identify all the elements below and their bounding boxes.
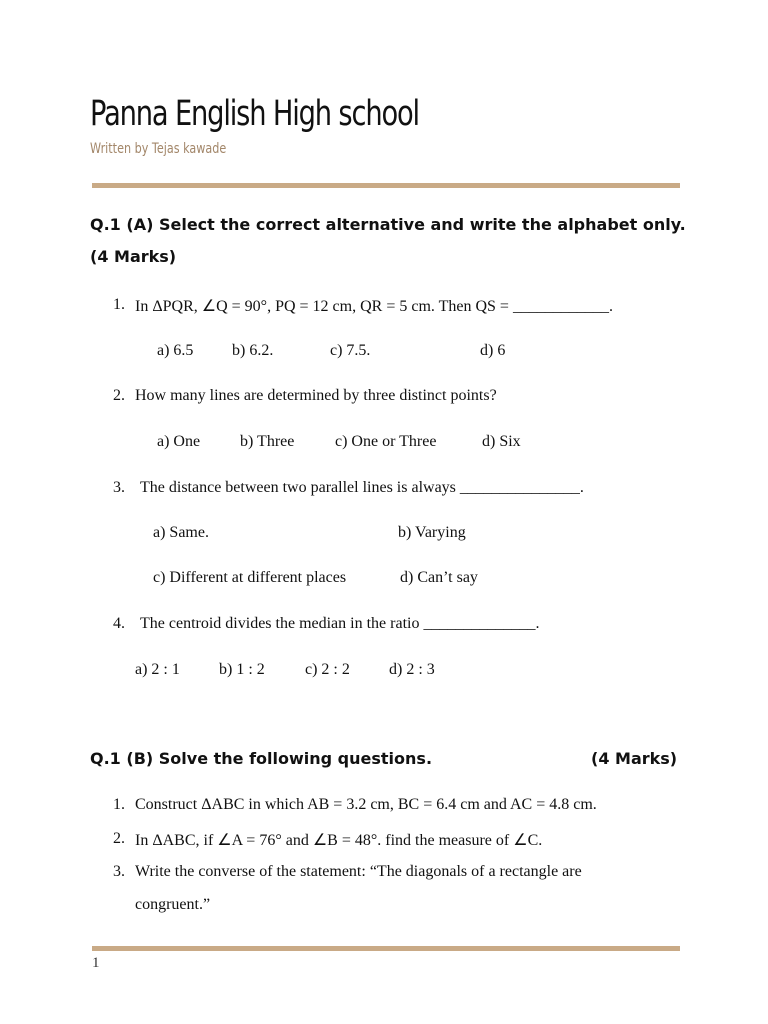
option-b: b) 1 : 2 <box>219 661 265 678</box>
option-d: d) Can’t say <box>400 569 478 586</box>
option-c: c) 7.5. <box>330 342 371 359</box>
option-d: d) 2 : 3 <box>389 661 435 678</box>
author-line: Written by Tejas kawade <box>90 141 227 157</box>
question-number: 1. <box>113 296 125 313</box>
question-text: Write the converse of the statement: “The diagonals of a rectangle are <box>135 863 582 880</box>
option-b: b) Varying <box>398 524 466 541</box>
section-b-marks: (4 Marks) <box>591 749 678 768</box>
option-c: c) One or Three <box>335 433 437 450</box>
question-text: Construct ΔABC in which AB = 3.2 cm, BC = 6.4 cm and AC = 4.8 cm. <box>135 796 597 813</box>
option-b: b) 6.2. <box>232 342 274 359</box>
question-text: How many lines are determined by three distinct points? <box>135 387 497 404</box>
question-number: 3. <box>113 863 125 880</box>
option-d: d) Six <box>482 433 521 450</box>
option-c: c) Different at different places <box>153 569 347 586</box>
question-text: The distance between two parallel lines is always _______________. <box>140 479 584 496</box>
page-title: Panna English High school <box>90 94 419 134</box>
option-a: a) Same. <box>153 524 209 541</box>
section-a-marks: (4 Marks) <box>90 247 177 266</box>
header-divider <box>92 183 680 188</box>
option-a: a) 2 : 1 <box>135 661 180 678</box>
section-b-heading: Q.1 (B) Solve the following questions. <box>90 749 433 768</box>
option-a: a) 6.5 <box>157 342 194 359</box>
question-number: 2. <box>113 387 125 404</box>
page-number: 1 <box>92 955 100 971</box>
option-d: d) 6 <box>480 342 506 359</box>
option-a: a) One <box>157 433 201 450</box>
question-text: In ΔPQR, ∠Q = 90°, PQ = 12 cm, QR = 5 cm. Then QS = ____________. <box>135 298 613 315</box>
question-text: In ΔABC, if ∠A = 76° and ∠B = 48°. find the measure of ∠C. <box>135 832 543 849</box>
question-number: 1. <box>113 796 125 813</box>
question-number: 2. <box>113 830 125 847</box>
question-number: 4. <box>113 615 125 632</box>
question-text: The centroid divides the median in the ratio ______________. <box>140 615 540 632</box>
question-number: 3. <box>113 479 125 496</box>
footer-divider <box>92 946 680 951</box>
question-text-continued: congruent.” <box>135 896 211 913</box>
option-b: b) Three <box>240 433 295 450</box>
section-a-heading: Q.1 (A) Select the correct alternative and write the alphabet only. <box>90 215 686 234</box>
option-c: c) 2 : 2 <box>305 661 350 678</box>
